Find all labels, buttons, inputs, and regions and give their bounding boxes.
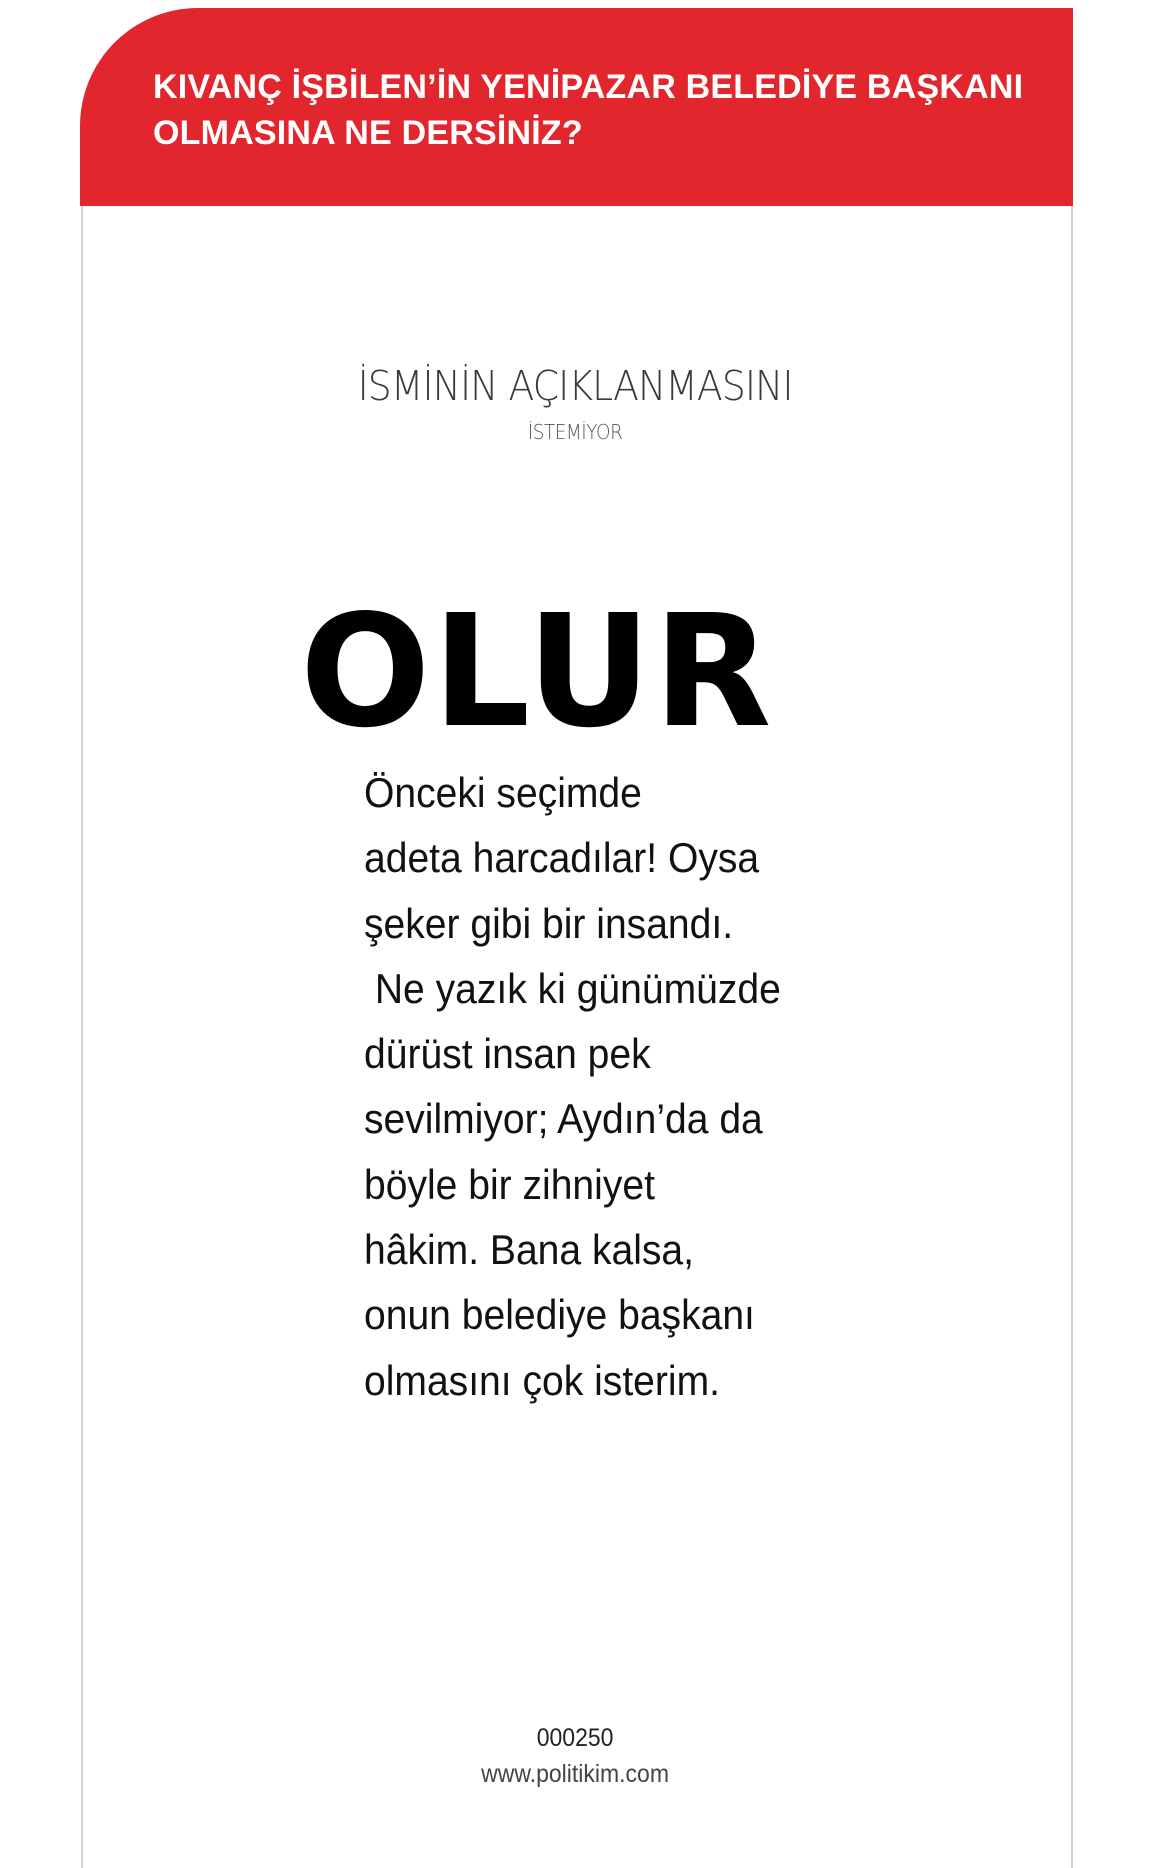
survey-code: 000250	[536, 1724, 614, 1752]
quote-line: hâkim. Bana kalsa,	[364, 1226, 695, 1274]
question-title-line-1: KIVANÇ İŞBİLEN’İN YENİPAZAR BELEDİYE BAŞKANI	[153, 68, 1024, 106]
quote-line: şeker gibi bir insandı.	[364, 899, 734, 947]
answer-quote	[364, 760, 792, 1413]
quote-line: dürüst insan pek	[364, 1030, 651, 1078]
quote-line: onun belediye başkanı	[364, 1291, 755, 1339]
quote-line: Önceki seçimde	[364, 769, 642, 816]
answer-verdict: OLUR	[300, 581, 774, 762]
respondent-name: İSMİNİN AÇIKLANMASINI	[357, 362, 793, 410]
website-url: www.politikim.com	[481, 1760, 670, 1788]
question-title-line-2: OLMASINA NE DERSİNİZ?	[153, 114, 583, 152]
question-banner	[80, 8, 1073, 206]
quote-line: Ne yazık ki günümüzde	[364, 964, 781, 1012]
quote-line: sevilmiyor; Aydın’da da	[364, 1095, 763, 1143]
quote-line: olmasını çok isterim.	[364, 1356, 720, 1404]
question-title	[153, 64, 1053, 156]
quote-line: böyle bir zihniyet	[364, 1160, 655, 1208]
quote-line: adeta harcadılar! Oysa	[364, 834, 760, 882]
respondent-subtitle: İSTEMİYOR	[527, 420, 623, 444]
